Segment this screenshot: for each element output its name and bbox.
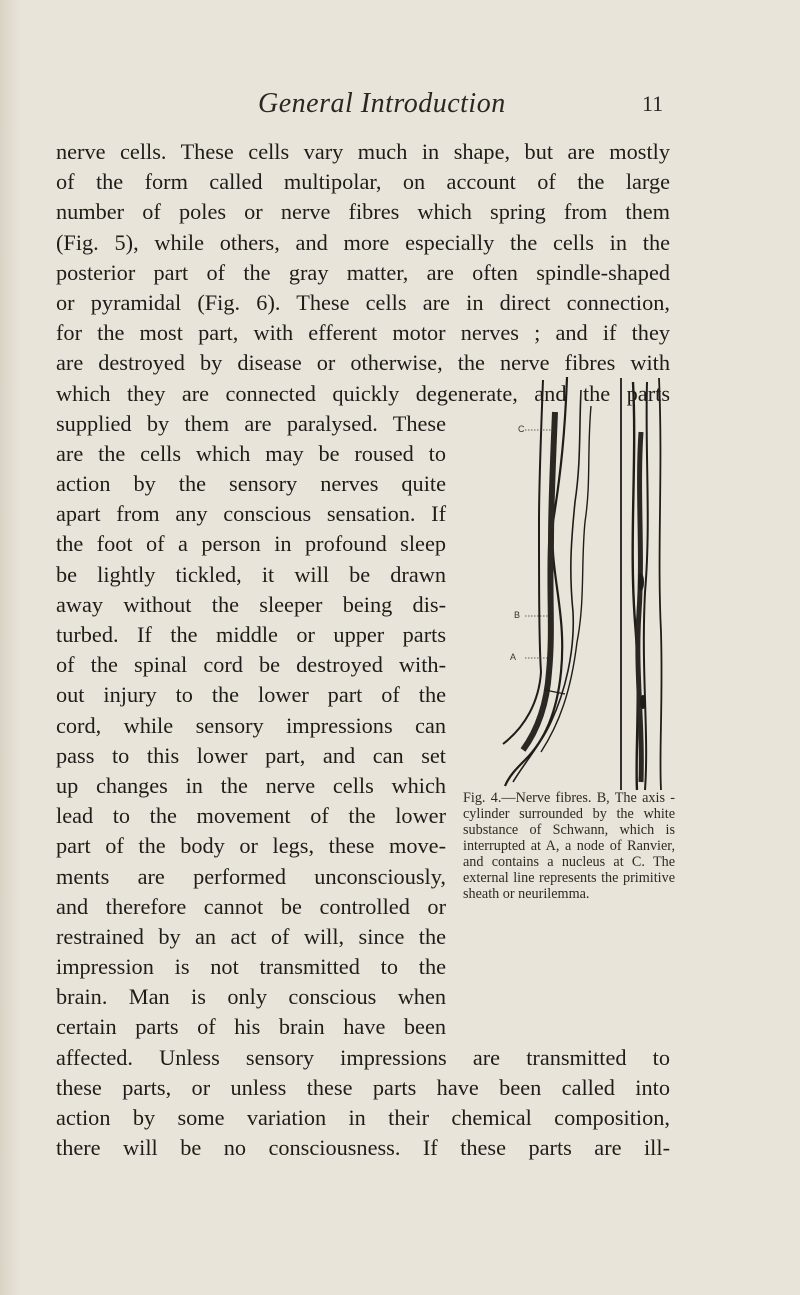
text-line: lead to the movement of the lower (56, 803, 446, 829)
text-line: action by some variation in their chemical composition, (56, 1105, 670, 1130)
text-line: out injury to the lower part of the (56, 682, 446, 708)
page-number: 11 (642, 91, 664, 116)
text-line: for the most part, with efferent motor nerves ; and if they (56, 320, 670, 346)
text-line: ments are performed unconsciously, (56, 863, 446, 889)
text-line: there will be no consciousness. If these parts are ill- (56, 1135, 670, 1161)
right-nerve-fibre (621, 378, 662, 790)
text-line: of the spinal cord be destroyed with- (56, 652, 446, 678)
text-line: of the form called multipolar, on account of the large (56, 169, 670, 195)
text-line: nerve cells. These cells vary much in shape, but are mostly (56, 139, 670, 164)
text-line: these parts, or unless these parts have been called into (56, 1074, 670, 1100)
text-line: affected. Unless sensory impressions are transmitted to (56, 1044, 670, 1070)
running-header (0, 88, 800, 128)
text-line: (Fig. 5), while others, and more especially the cells in the (56, 229, 670, 255)
text-line: or pyramidal (Fig. 6). These cells are in direct connection, (56, 289, 670, 315)
text-line: action by the sensory nerves quite (56, 471, 446, 497)
text-line: pass to this lower part, and can set (56, 742, 446, 768)
text-line: number of poles or nerve fibres which spring from them (56, 199, 670, 225)
text-line: posterior part of the gray matter, are often spindle-shaped (56, 259, 670, 285)
text-line: be lightly tickled, it will be drawn (56, 561, 446, 587)
text-line: which they are connected quickly degenerate, and the parts (56, 380, 670, 406)
nerve-fibres-illustration (495, 372, 675, 792)
text-line: supplied by them are paralysed. These (56, 410, 446, 436)
text-line: away without the sleeper being dis- (56, 591, 446, 617)
text-line: cord, while sensory impressions can (56, 712, 446, 738)
text-line: restrained by an act of will, since the (56, 923, 446, 949)
page-edge (0, 0, 20, 1295)
figure-label-b: B (514, 610, 521, 620)
figure-caption: Fig. 4.—Nerve fibres. B, The axis - cylinder surrounded by the white substance of Schwann, which is interrupted at A, a node of Ranvier, and contains a nucleus at C. The external line represents the primitive sheath or neurilemma. (463, 790, 675, 902)
text-line: are the cells which may be roused to (56, 440, 446, 466)
text-line: are destroyed by disease or otherwise, the nerve fibres with (56, 350, 670, 376)
text-line: brain. Man is only conscious when (56, 984, 446, 1010)
figure-label-c: C (518, 424, 525, 434)
left-nerve-fibre (503, 377, 591, 786)
running-title: General Introduction (258, 88, 506, 119)
text-line: the foot of a person in profound sleep (56, 531, 446, 557)
text-line: and therefore cannot be controlled or (56, 893, 446, 919)
text-line: up changes in the nerve cells which (56, 772, 446, 798)
text-line: certain parts of his brain have been (56, 1014, 446, 1040)
text-line: part of the body or legs, these move- (56, 833, 446, 859)
text-line: turbed. If the middle or upper parts (56, 622, 446, 647)
text-line: apart from any conscious sensation. If (56, 501, 446, 527)
text-line: impression is not transmitted to the (56, 954, 446, 980)
figure-label-a: A (510, 652, 517, 662)
